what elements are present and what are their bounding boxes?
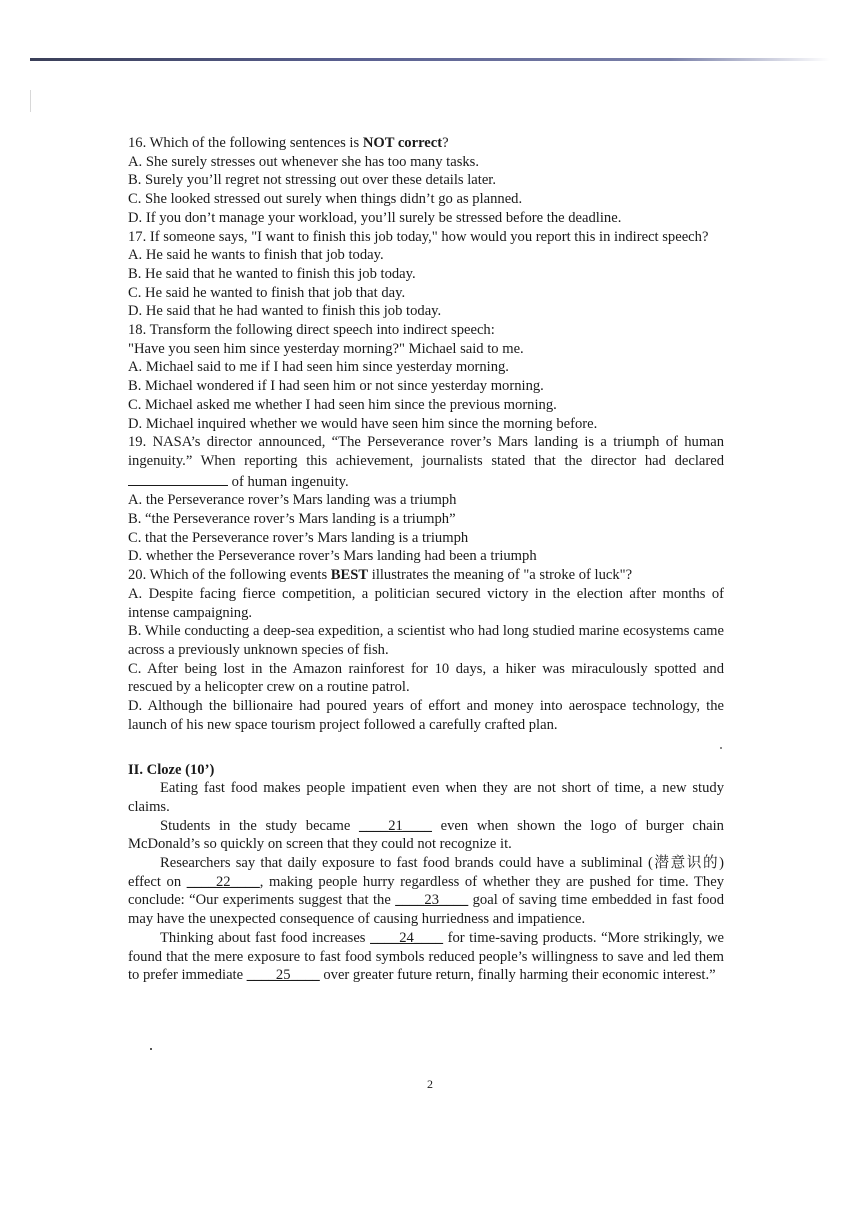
question-19-option-b: B. “the Perseverance rover’s Mars landing is a triumph” <box>128 511 456 528</box>
cloze-blank-22: ____22____ <box>186 873 260 890</box>
question-18-option-a: A. Michael said to me if I had seen him since yesterday morning. <box>128 359 509 376</box>
page-number: 2 <box>427 1077 433 1091</box>
question-20-stem: 20. Which of the following events BEST illustrates the meaning of "a stroke of luck"? <box>128 567 633 584</box>
question-18-direct-speech: "Have you seen him since yesterday morning?" Michael said to me. <box>128 340 524 357</box>
question-17-stem: 17. If someone says, "I want to finish this job today," how would you report this in indirect speech? <box>128 228 709 245</box>
question-17-option-a: A. He said he wants to finish that job today. <box>128 247 384 264</box>
question-17-option-b: B. He said that he wanted to finish this job today. <box>128 265 416 282</box>
question-17-option-d: D. He said that he had wanted to finish this job today. <box>128 303 442 320</box>
question-18-stem: 18. Transform the following direct speech into indirect speech: <box>128 322 495 339</box>
question-19-option-c: C. that the Perseverance rover’s Mars landing is a triumph <box>128 529 469 546</box>
scan-speck <box>150 1048 152 1050</box>
cloze-paragraph-2: Students in the study became ____21____ even when shown the logo of burger chain McDonald’s so quickly on screen that they could not recognize it. <box>128 817 724 853</box>
cloze-paragraph-4: Thinking about fast food increases ____24____ for time-saving products. “More strikingly, we found that the mere exposure to fast food symbols reduced people’s willingness to save and led them to prefer immediate ____25____ over greater future return, finally harming their economic interest.” <box>128 929 724 984</box>
cloze-paragraph-1: Eating fast food makes people impatient even when they are not short of time, a new study claims. <box>128 780 724 815</box>
scan-margin-mark <box>30 90 31 112</box>
question-18-option-b: B. Michael wondered if I had seen him or not since yesterday morning. <box>128 378 544 395</box>
exam-page-content <box>128 134 724 985</box>
cloze-blank-24: ____24____ <box>370 929 444 946</box>
cloze-blank-23: ____23____ <box>395 892 469 909</box>
question-18-option-c: C. Michael asked me whether I had seen him since the previous morning. <box>128 396 557 413</box>
question-20-option-b: B. While conducting a deep-sea expedition, a scientist who had long studied marine ecosystems came across a previously unknown species of fish. <box>128 623 724 658</box>
question-19-stem: 19. NASA’s director announced, “The Perseverance rover’s Mars landing is a triumph of human ingenuity.” When reporting this achievement, journalists stated that the director had declared of human ingenuity. <box>128 434 724 490</box>
question-17-option-c: C. He said he wanted to finish that job that day. <box>128 284 406 301</box>
question-18-option-d: D. Michael inquired whether we would have seen him since the morning before. <box>128 415 598 432</box>
question-20-option-a: A. Despite facing fierce competition, a politician secured victory in the election after months of intense campaigning. <box>128 585 724 621</box>
question-16-option-a: A. She surely stresses out whenever she has too many tasks. <box>128 153 479 170</box>
question-19-option-d: D. whether the Perseverance rover’s Mars landing had been a triumph <box>128 548 537 565</box>
question-19-option-a: A. the Perseverance rover’s Mars landing was a triumph <box>128 492 457 509</box>
question-20-option-c: C. After being lost in the Amazon rainforest for 10 days, a hiker was miraculously spotted and rescued by a helicopter crew on a routine patrol. <box>128 660 724 696</box>
cloze-blank-25: ____25____ <box>246 967 320 984</box>
question-16-option-c: C. She looked stressed out surely when things didn’t go as planned. <box>128 191 523 208</box>
cloze-paragraph-3: Researchers say that daily exposure to fast food brands could have a subliminal (潜意识的) effect on ____22____, making people hurry regardless of whether they are pushed for time. They conclude: “Our experiments suggest that the ____23____ goal of saving time embedded in fast food may have the unexpected consequence of causing hurriedness and impatience. <box>128 855 725 928</box>
question-16-option-b: B. Surely you’ll regret not stressing out over these details later. <box>128 172 497 189</box>
question-16-option-d: D. If you don’t manage your workload, you’ll surely be stressed before the deadline. <box>128 209 622 226</box>
cloze-section-heading: II. Cloze (10’) <box>128 761 215 778</box>
scan-header-bar <box>30 58 830 61</box>
question-20-option-d: D. Although the billionaire had poured years of effort and money into aerospace technology, the launch of his new space tourism project followed a carefully crafted plan. <box>128 698 724 733</box>
cloze-blank-21: ____21____ <box>359 817 432 834</box>
question-16-stem: 16. Which of the following sentences is NOT correct? <box>128 135 449 151</box>
answer-blank <box>128 471 228 486</box>
